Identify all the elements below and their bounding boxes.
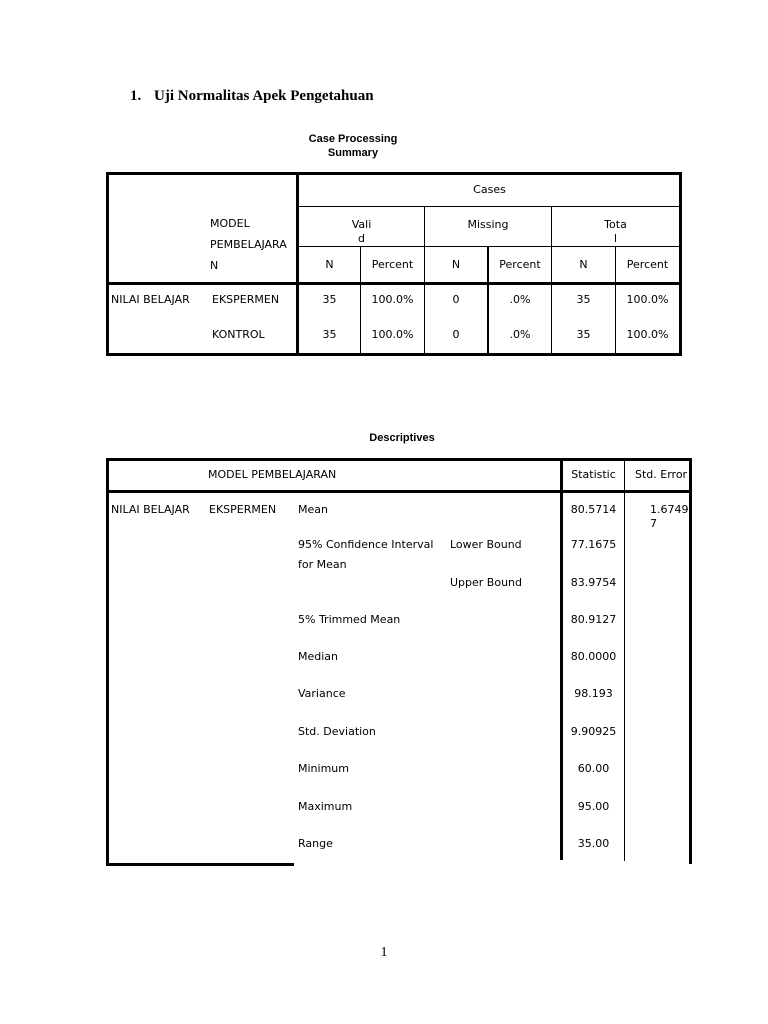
missing-n: 0 <box>452 328 460 341</box>
statistic-header: Statistic <box>571 468 616 481</box>
valid-n: 35 <box>322 293 337 306</box>
model-header-line2: PEMBELAJARA <box>210 238 287 251</box>
model-header: MODEL PEMBELAJARAN <box>208 468 337 481</box>
group-label: EKSPERMEN <box>209 503 277 516</box>
total-n: 35 <box>576 328 591 341</box>
stat-label: 5% Trimmed Mean <box>298 613 401 626</box>
total-n-header: N <box>579 258 588 271</box>
missing-percent: .0% <box>509 293 531 306</box>
section-title: Uji Normalitas Apek Pengetahuan <box>154 88 374 104</box>
valid-n: 35 <box>322 328 337 341</box>
page-number: 1 <box>380 945 388 960</box>
stat-value: 80.0000 <box>570 650 617 663</box>
valid-n-header: N <box>325 258 334 271</box>
section-number: 1. <box>130 88 142 104</box>
stat-label: Mean <box>298 503 328 516</box>
stat-label: Maximum <box>298 800 353 813</box>
lower-bound-label: Lower Bound <box>450 538 522 551</box>
stat-value: 80.9127 <box>570 613 617 626</box>
row-label: NILAI BELAJAR <box>111 503 190 516</box>
stat-label: Range <box>298 837 333 850</box>
ci-label-line1: 95% Confidence Interval <box>298 538 434 551</box>
cases-header: Cases <box>473 183 506 196</box>
missing-percent-header: Percent <box>499 258 541 271</box>
missing-n-header: N <box>451 258 461 271</box>
std-error-header: Std. Error <box>635 468 688 481</box>
ci-label-line2: for Mean <box>298 558 347 571</box>
model-header-line3: N <box>210 259 219 272</box>
std-error-value: 1.6749 7 <box>650 503 689 530</box>
stat-label: Minimum <box>298 762 349 775</box>
upper-bound-label: Upper Bound <box>450 576 523 589</box>
row-label: NILAI BELAJAR <box>111 293 190 306</box>
valid-percent: 100.0% <box>371 328 414 341</box>
group-label: EKSPERMEN <box>212 293 280 306</box>
missing-n: 0 <box>452 293 460 306</box>
stat-label: Std. Deviation <box>298 725 376 738</box>
stat-value: 60.00 <box>577 762 610 775</box>
stat-value: 9.90925 <box>570 725 617 738</box>
total-n: 35 <box>576 293 591 306</box>
total-percent-header: Percent <box>626 258 669 271</box>
stat-value: 98.193 <box>574 687 613 700</box>
descriptives-caption: Descriptives <box>369 432 435 444</box>
total-header: Tota l <box>604 218 627 245</box>
missing-percent: .0% <box>509 328 531 341</box>
valid-header: Vali d <box>351 218 372 245</box>
stat-value: 35.00 <box>577 837 610 850</box>
stat-label: Median <box>298 650 339 663</box>
stat-value: 80.5714 <box>570 503 617 516</box>
group-label: KONTROL <box>212 328 265 341</box>
valid-percent-header: Percent <box>371 258 414 271</box>
valid-percent: 100.0% <box>371 293 414 306</box>
case-processing-caption: Case Processing Summary <box>308 133 398 159</box>
stat-label: Variance <box>298 687 346 700</box>
total-percent: 100.0% <box>626 328 669 341</box>
missing-header: Missing <box>467 218 509 231</box>
model-header-line1: MODEL <box>210 217 250 230</box>
total-percent: 100.0% <box>626 293 669 306</box>
stat-value: 95.00 <box>577 800 610 813</box>
lower-bound-value: 77.1675 <box>570 538 617 551</box>
upper-bound-value: 83.9754 <box>570 576 617 589</box>
